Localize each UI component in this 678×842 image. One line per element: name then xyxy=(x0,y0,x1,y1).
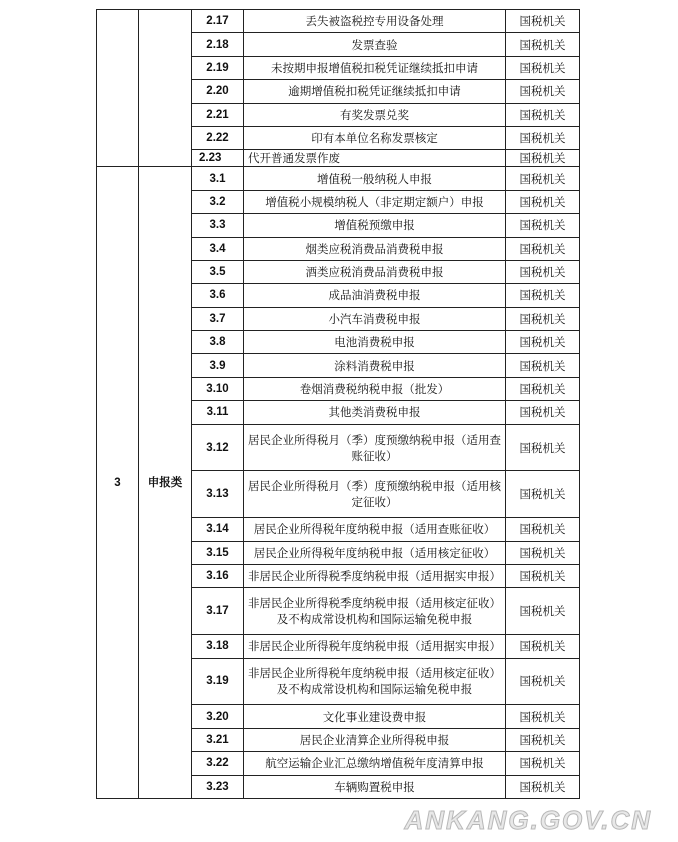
item-title: 车辆购置税申报 xyxy=(244,775,506,798)
item-title: 文化事业建设费申报 xyxy=(244,705,506,728)
item-title: 增值税预缴申报 xyxy=(244,214,506,237)
item-authority: 国税机关 xyxy=(506,284,580,307)
item-number: 3.13 xyxy=(192,471,244,518)
item-authority: 国税机关 xyxy=(506,307,580,330)
item-title: 非居民企业所得税季度纳税申报（适用核定征收）及不构成常设机构和国际运输免税申报 xyxy=(244,588,506,635)
item-title: 成品油消费税申报 xyxy=(244,284,506,307)
item-number: 3.11 xyxy=(192,401,244,424)
section-2-number-cell xyxy=(97,10,139,167)
item-authority: 国税机关 xyxy=(506,635,580,658)
item-number: 2.19 xyxy=(192,56,244,79)
item-title: 代开普通发票作废 xyxy=(244,150,506,167)
item-title: 电池消费税申报 xyxy=(244,331,506,354)
item-number: 3.6 xyxy=(192,284,244,307)
item-authority: 国税机关 xyxy=(506,214,580,237)
item-number: 3.4 xyxy=(192,237,244,260)
item-title: 非居民企业所得税年度纳税申报（适用据实申报） xyxy=(244,635,506,658)
item-title: 增值税小规模纳税人（非定期定额户）申报 xyxy=(244,190,506,213)
item-number: 3.16 xyxy=(192,565,244,588)
item-authority: 国税机关 xyxy=(506,424,580,471)
item-number: 3.1 xyxy=(192,167,244,190)
item-number: 3.5 xyxy=(192,260,244,283)
site-watermark: ANKANG.GOV.CN xyxy=(404,805,652,835)
item-number: 3.22 xyxy=(192,752,244,775)
table-row xyxy=(97,167,580,190)
item-number: 3.20 xyxy=(192,705,244,728)
item-authority: 国税机关 xyxy=(506,260,580,283)
item-title: 其他类消费税申报 xyxy=(244,401,506,424)
item-title: 增值税一般纳税人申报 xyxy=(244,167,506,190)
item-authority: 国税机关 xyxy=(506,126,580,149)
item-title: 发票查验 xyxy=(244,33,506,56)
item-number: 2.21 xyxy=(192,103,244,126)
item-number: 2.18 xyxy=(192,33,244,56)
item-number: 3.12 xyxy=(192,424,244,471)
item-authority: 国税机关 xyxy=(506,33,580,56)
item-title: 逾期增值税扣税凭证继续抵扣申请 xyxy=(244,80,506,103)
table-row xyxy=(97,10,580,33)
item-authority: 国税机关 xyxy=(506,658,580,705)
item-authority: 国税机关 xyxy=(506,80,580,103)
service-table xyxy=(96,9,580,799)
item-number: 3.15 xyxy=(192,541,244,564)
item-title: 酒类应税消费品消费税申报 xyxy=(244,260,506,283)
item-number: 3.19 xyxy=(192,658,244,705)
item-authority: 国税机关 xyxy=(506,237,580,260)
item-authority: 国税机关 xyxy=(506,331,580,354)
item-authority: 国税机关 xyxy=(506,10,580,33)
item-title: 居民企业清算企业所得税申报 xyxy=(244,728,506,751)
item-number: 3.9 xyxy=(192,354,244,377)
item-title: 居民企业所得税月（季）度预缴纳税申报（适用核定征收） xyxy=(244,471,506,518)
item-title: 卷烟消费税纳税申报（批发） xyxy=(244,377,506,400)
item-authority: 国税机关 xyxy=(506,190,580,213)
item-title: 未按期申报增值税扣税凭证继续抵扣申请 xyxy=(244,56,506,79)
item-number: 3.23 xyxy=(192,775,244,798)
item-authority: 国税机关 xyxy=(506,588,580,635)
item-number: 3.10 xyxy=(192,377,244,400)
item-number: 2.20 xyxy=(192,80,244,103)
item-authority: 国税机关 xyxy=(506,541,580,564)
item-number: 3.8 xyxy=(192,331,244,354)
item-authority: 国税机关 xyxy=(506,377,580,400)
item-title: 航空运输企业汇总缴纳增值税年度清算申报 xyxy=(244,752,506,775)
item-authority: 国税机关 xyxy=(506,705,580,728)
item-authority: 国税机关 xyxy=(506,167,580,190)
item-authority: 国税机关 xyxy=(506,471,580,518)
item-title: 丢失被盗税控专用设备处理 xyxy=(244,10,506,33)
item-title: 居民企业所得税年度纳税申报（适用查账征收） xyxy=(244,518,506,541)
item-title: 非居民企业所得税年度纳税申报（适用核定征收）及不构成常设机构和国际运输免税申报 xyxy=(244,658,506,705)
category-number: 3 xyxy=(97,167,139,799)
item-authority: 国税机关 xyxy=(506,56,580,79)
item-number: 2.23 xyxy=(192,150,244,167)
item-number: 2.17 xyxy=(192,10,244,33)
item-number: 3.3 xyxy=(192,214,244,237)
item-authority: 国税机关 xyxy=(506,150,580,167)
item-authority: 国税机关 xyxy=(506,565,580,588)
item-title: 有奖发票兑奖 xyxy=(244,103,506,126)
item-authority: 国税机关 xyxy=(506,401,580,424)
item-title: 小汽车消费税申报 xyxy=(244,307,506,330)
item-authority: 国税机关 xyxy=(506,354,580,377)
item-number: 3.17 xyxy=(192,588,244,635)
section-2-category-cell xyxy=(139,10,192,167)
item-authority: 国税机关 xyxy=(506,518,580,541)
item-authority: 国税机关 xyxy=(506,103,580,126)
item-title: 居民企业所得税月（季）度预缴纳税申报（适用查账征收） xyxy=(244,424,506,471)
item-title: 印有本单位名称发票核定 xyxy=(244,126,506,149)
item-title: 烟类应税消费品消费税申报 xyxy=(244,237,506,260)
item-title: 居民企业所得税年度纳税申报（适用核定征收） xyxy=(244,541,506,564)
item-number: 3.2 xyxy=(192,190,244,213)
item-authority: 国税机关 xyxy=(506,775,580,798)
item-title: 非居民企业所得税季度纳税申报（适用据实申报） xyxy=(244,565,506,588)
item-number: 3.18 xyxy=(192,635,244,658)
category-name: 申报类 xyxy=(139,167,192,799)
item-number: 2.22 xyxy=(192,126,244,149)
item-title: 涂料消费税申报 xyxy=(244,354,506,377)
item-number: 3.21 xyxy=(192,728,244,751)
item-authority: 国税机关 xyxy=(506,728,580,751)
item-number: 3.14 xyxy=(192,518,244,541)
item-number: 3.7 xyxy=(192,307,244,330)
item-authority: 国税机关 xyxy=(506,752,580,775)
